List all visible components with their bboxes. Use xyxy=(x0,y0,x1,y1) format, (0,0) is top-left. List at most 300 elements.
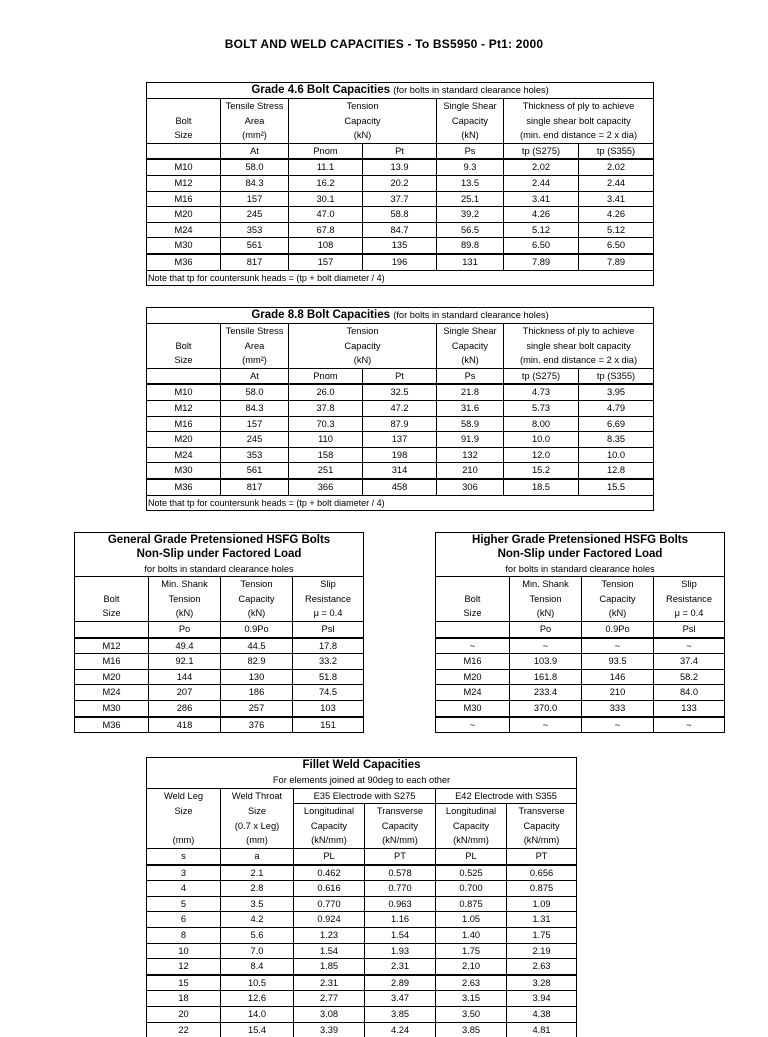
value-cell: 130 xyxy=(221,669,293,685)
value-cell: 2.02 xyxy=(579,159,654,175)
value-cell: 21.8 xyxy=(437,384,504,400)
row-label-cell: M30 xyxy=(436,700,510,716)
value-cell: 58.9 xyxy=(437,416,504,432)
value-cell: 93.5 xyxy=(582,654,654,670)
value-cell: 3.50 xyxy=(436,1006,507,1022)
value-cell: 15.4 xyxy=(221,1022,294,1037)
symbol-cell: Psl xyxy=(654,621,725,637)
value-cell: 3.08 xyxy=(294,1006,365,1022)
value-cell: 3.94 xyxy=(507,991,577,1007)
header-cell: Tensile Stress xyxy=(221,99,289,114)
table-row xyxy=(147,943,577,959)
value-cell: 0.700 xyxy=(436,881,507,897)
value-cell: 2.31 xyxy=(365,959,436,975)
value-cell: 257 xyxy=(221,700,293,716)
header-cell: Capacity xyxy=(289,114,437,129)
grade46-note: Note that tp for countersunk heads = (tp + bolt diameter / 4) xyxy=(147,270,654,286)
header-cell: Capacity xyxy=(582,592,654,607)
hsfg-general-title2: Non-Slip under Factored Load xyxy=(75,547,364,562)
value-cell: 58.8 xyxy=(363,207,437,223)
value-cell: 2.89 xyxy=(365,975,436,991)
table-row xyxy=(147,975,577,991)
header-cell: Size xyxy=(147,128,221,143)
row-label-cell: M36 xyxy=(147,254,221,270)
header-cell: Thickness of ply to achieve xyxy=(504,324,654,339)
row-label-cell: M10 xyxy=(147,159,221,175)
table-row xyxy=(436,638,725,654)
header-cell: Min. Shank xyxy=(149,577,221,592)
value-cell: 458 xyxy=(363,479,437,495)
symbol-cell: a xyxy=(221,848,294,864)
table-row xyxy=(147,175,654,191)
hsfg-general-title1: General Grade Pretensioned HSFG Bolts xyxy=(75,533,364,548)
value-cell: 2.1 xyxy=(221,865,294,881)
value-cell: 103 xyxy=(293,700,364,716)
grade88-table xyxy=(146,307,654,511)
value-cell: 26.0 xyxy=(289,384,363,400)
header-cell: Tension xyxy=(289,324,437,339)
value-cell: 12.8 xyxy=(579,463,654,479)
symbol-cell: tp (S355) xyxy=(579,368,654,384)
symbol-cell: 0.9Po xyxy=(582,621,654,637)
value-cell: 108 xyxy=(289,238,363,254)
value-cell: 1.31 xyxy=(507,912,577,928)
value-cell: 1.09 xyxy=(507,896,577,912)
row-label-cell: M16 xyxy=(147,416,221,432)
table-row xyxy=(75,685,364,701)
value-cell: 131 xyxy=(437,254,504,270)
header-cell: (kN) xyxy=(149,606,221,621)
hsfg-higher-title2: Non-Slip under Factored Load xyxy=(436,547,725,562)
table-row xyxy=(436,654,725,670)
value-cell: 84.3 xyxy=(221,175,289,191)
table-row xyxy=(147,207,654,223)
value-cell: 3.47 xyxy=(365,991,436,1007)
table-row xyxy=(147,881,577,897)
hsfg-higher-subtitle: for bolts in standard clearance holes xyxy=(436,562,725,577)
value-cell: 210 xyxy=(582,685,654,701)
value-cell: 58.0 xyxy=(221,384,289,400)
value-cell: 10.5 xyxy=(221,975,294,991)
value-cell: 2.10 xyxy=(436,959,507,975)
value-cell: 74.5 xyxy=(293,685,364,701)
header-cell: Capacity xyxy=(365,819,436,834)
value-cell: 84.0 xyxy=(654,685,725,701)
value-cell: 0.875 xyxy=(436,896,507,912)
value-cell: 157 xyxy=(221,191,289,207)
value-cell: 58.2 xyxy=(654,669,725,685)
table-row xyxy=(436,685,725,701)
symbol-cell: At xyxy=(221,368,289,384)
table-row xyxy=(147,1006,577,1022)
value-cell: 1.23 xyxy=(294,927,365,943)
hsfg-higher-table xyxy=(435,532,725,733)
header-cell: (kN/mm) xyxy=(436,833,507,848)
table-row xyxy=(147,991,577,1007)
row-label-cell: M20 xyxy=(147,207,221,223)
table-row xyxy=(147,1022,577,1037)
symbol-cell: Pnom xyxy=(289,368,363,384)
value-cell: 3.15 xyxy=(436,991,507,1007)
header-cell: Single Shear xyxy=(437,324,504,339)
row-label-cell: 18 xyxy=(147,991,221,1007)
value-cell: 47.2 xyxy=(363,400,437,416)
value-cell: 286 xyxy=(149,700,221,716)
table-row xyxy=(147,479,654,495)
value-cell: ~ xyxy=(582,638,654,654)
value-cell: 561 xyxy=(221,238,289,254)
value-cell: 103.9 xyxy=(510,654,582,670)
symbol-cell: 0.9Po xyxy=(221,621,293,637)
value-cell: 4.73 xyxy=(504,384,579,400)
value-cell: 245 xyxy=(221,432,289,448)
symbol-cell: Po xyxy=(149,621,221,637)
table-row xyxy=(147,463,654,479)
header-cell: Capacity xyxy=(294,819,365,834)
value-cell: 3.41 xyxy=(504,191,579,207)
value-cell: 15.2 xyxy=(504,463,579,479)
value-cell: 44.5 xyxy=(221,638,293,654)
header-cell: Capacity xyxy=(436,819,507,834)
value-cell: 2.19 xyxy=(507,943,577,959)
row-label-cell: M24 xyxy=(436,685,510,701)
value-cell: 2.63 xyxy=(507,959,577,975)
value-cell: 8.4 xyxy=(221,959,294,975)
row-label-cell: 12 xyxy=(147,959,221,975)
symbol-cell: Psl xyxy=(293,621,364,637)
table-row xyxy=(147,927,577,943)
header-cell: Capacity xyxy=(289,339,437,354)
row-label-cell: 15 xyxy=(147,975,221,991)
value-cell: 5.73 xyxy=(504,400,579,416)
value-cell: 137 xyxy=(363,432,437,448)
value-cell: 12.6 xyxy=(221,991,294,1007)
value-cell: 144 xyxy=(149,669,221,685)
table-row xyxy=(75,669,364,685)
value-cell: 146 xyxy=(582,669,654,685)
symbol-cell: Pt xyxy=(363,143,437,159)
table-row xyxy=(436,669,725,685)
table-row xyxy=(147,447,654,463)
header-cell: E35 Electrode with S275 xyxy=(294,788,436,804)
header-cell: Capacity xyxy=(437,114,504,129)
header-cell: Capacity xyxy=(507,819,577,834)
table-row xyxy=(147,238,654,254)
header-cell: Bolt xyxy=(147,339,221,354)
symbol-cell: Ps xyxy=(437,368,504,384)
value-cell: 32.5 xyxy=(363,384,437,400)
row-label-cell: M30 xyxy=(147,463,221,479)
header-cell: Size xyxy=(75,606,149,621)
value-cell: 18.5 xyxy=(504,479,579,495)
value-cell: 11.1 xyxy=(289,159,363,175)
value-cell: 0.770 xyxy=(365,881,436,897)
hsfg-general-table xyxy=(74,532,364,733)
header-cell: Min. Shank xyxy=(510,577,582,592)
value-cell: 20.2 xyxy=(363,175,437,191)
symbol-cell: At xyxy=(221,143,289,159)
value-cell: 3.39 xyxy=(294,1022,365,1037)
value-cell: 89.8 xyxy=(437,238,504,254)
value-cell: 13.5 xyxy=(437,175,504,191)
header-cell: Resistance xyxy=(654,592,725,607)
table-row xyxy=(436,700,725,716)
value-cell: 1.05 xyxy=(436,912,507,928)
value-cell: 82.9 xyxy=(221,654,293,670)
row-label-cell: M20 xyxy=(75,669,149,685)
value-cell: 0.616 xyxy=(294,881,365,897)
fillet-title: Fillet Weld Capacities xyxy=(147,758,577,774)
header-cell: Thickness of ply to achieve xyxy=(504,99,654,114)
header-cell: Longitudinal xyxy=(294,804,365,819)
header-cell: Weld Throat xyxy=(221,788,294,804)
row-label-cell: 20 xyxy=(147,1006,221,1022)
header-cell: Size xyxy=(436,606,510,621)
header-cell: (kN) xyxy=(437,353,504,368)
value-cell: 207 xyxy=(149,685,221,701)
header-cell: Weld Leg xyxy=(147,788,221,804)
row-label-cell: 10 xyxy=(147,943,221,959)
table-row xyxy=(147,159,654,175)
row-label-cell: M24 xyxy=(75,685,149,701)
row-label-cell: M10 xyxy=(147,384,221,400)
value-cell: 1.93 xyxy=(365,943,436,959)
header-cell: Size xyxy=(147,353,221,368)
value-cell: 84.7 xyxy=(363,222,437,238)
value-cell: ~ xyxy=(582,717,654,733)
value-cell: 1.40 xyxy=(436,927,507,943)
value-cell: 4.24 xyxy=(365,1022,436,1037)
value-cell: 87.9 xyxy=(363,416,437,432)
header-cell: Slip xyxy=(293,577,364,592)
value-cell: 37.8 xyxy=(289,400,363,416)
value-cell: 2.31 xyxy=(294,975,365,991)
table-row xyxy=(147,416,654,432)
value-cell: 37.4 xyxy=(654,654,725,670)
value-cell: 30.1 xyxy=(289,191,363,207)
symbol-cell: tp (S275) xyxy=(504,368,579,384)
value-cell: 4.26 xyxy=(579,207,654,223)
header-cell: μ = 0.4 xyxy=(654,606,725,621)
value-cell: 376 xyxy=(221,717,293,733)
value-cell: 4.79 xyxy=(579,400,654,416)
value-cell: 67.8 xyxy=(289,222,363,238)
fillet-subtitle: For elements joined at 90deg to each other xyxy=(147,773,577,788)
value-cell: 1.75 xyxy=(436,943,507,959)
table-row xyxy=(75,700,364,716)
row-label-cell: M12 xyxy=(75,638,149,654)
value-cell: 0.963 xyxy=(365,896,436,912)
value-cell: 251 xyxy=(289,463,363,479)
value-cell: 157 xyxy=(221,416,289,432)
header-cell: E42 Electrode with S355 xyxy=(436,788,577,804)
table-row xyxy=(147,384,654,400)
row-label-cell: M36 xyxy=(75,717,149,733)
symbol-cell: PL xyxy=(294,848,365,864)
header-cell: (kN/mm) xyxy=(365,833,436,848)
value-cell: 817 xyxy=(221,254,289,270)
value-cell: 2.8 xyxy=(221,881,294,897)
value-cell: 2.02 xyxy=(504,159,579,175)
row-label-cell: 6 xyxy=(147,912,221,928)
value-cell: 110 xyxy=(289,432,363,448)
row-label-cell: 5 xyxy=(147,896,221,912)
value-cell: 161.8 xyxy=(510,669,582,685)
value-cell: 10.0 xyxy=(504,432,579,448)
value-cell: 31.6 xyxy=(437,400,504,416)
value-cell: 4.26 xyxy=(504,207,579,223)
value-cell: 1.16 xyxy=(365,912,436,928)
row-label-cell: M20 xyxy=(436,669,510,685)
value-cell: 6.50 xyxy=(579,238,654,254)
header-cell: Size xyxy=(221,804,294,819)
value-cell: 0.578 xyxy=(365,865,436,881)
value-cell: 1.75 xyxy=(507,927,577,943)
value-cell: 25.1 xyxy=(437,191,504,207)
row-label-cell: 22 xyxy=(147,1022,221,1037)
value-cell: 370.0 xyxy=(510,700,582,716)
symbol-cell: Pnom xyxy=(289,143,363,159)
value-cell: 353 xyxy=(221,447,289,463)
symbol-cell: tp (S275) xyxy=(504,143,579,159)
value-cell: 233.4 xyxy=(510,685,582,701)
symbol-cell: s xyxy=(147,848,221,864)
row-label-cell: M16 xyxy=(75,654,149,670)
value-cell: 0.656 xyxy=(507,865,577,881)
header-cell: Capacity xyxy=(221,592,293,607)
value-cell: 158 xyxy=(289,447,363,463)
fillet-weld-table xyxy=(146,757,577,1037)
symbol-cell: PL xyxy=(436,848,507,864)
value-cell: ~ xyxy=(510,638,582,654)
row-label-cell: M30 xyxy=(75,700,149,716)
value-cell: 4.81 xyxy=(507,1022,577,1037)
value-cell: 8.35 xyxy=(579,432,654,448)
table-row xyxy=(147,865,577,881)
table-row xyxy=(75,638,364,654)
header-cell: (mm) xyxy=(147,833,221,848)
value-cell: 418 xyxy=(149,717,221,733)
value-cell: 58.0 xyxy=(221,159,289,175)
header-cell: Tension xyxy=(149,592,221,607)
value-cell: 4.2 xyxy=(221,912,294,928)
value-cell: 7.0 xyxy=(221,943,294,959)
header-cell: (kN) xyxy=(221,606,293,621)
table-row xyxy=(147,222,654,238)
value-cell: 0.525 xyxy=(436,865,507,881)
value-cell: 13.9 xyxy=(363,159,437,175)
value-cell: 151 xyxy=(293,717,364,733)
value-cell: 33.2 xyxy=(293,654,364,670)
value-cell: 6.69 xyxy=(579,416,654,432)
header-cell: (kN) xyxy=(289,353,437,368)
row-label-cell: M12 xyxy=(147,400,221,416)
value-cell: 47.0 xyxy=(289,207,363,223)
value-cell: 56.5 xyxy=(437,222,504,238)
header-cell: Area xyxy=(221,114,289,129)
row-label-cell: M12 xyxy=(147,175,221,191)
row-label-cell: M36 xyxy=(147,479,221,495)
value-cell: 14.0 xyxy=(221,1006,294,1022)
header-cell: Tensile Stress xyxy=(221,324,289,339)
grade88-title: Grade 8.8 Bolt Capacities (for bolts in standard clearance holes) xyxy=(147,308,654,324)
table-row xyxy=(147,959,577,975)
header-cell: Bolt xyxy=(436,592,510,607)
value-cell: 3.5 xyxy=(221,896,294,912)
row-label-cell: M16 xyxy=(147,191,221,207)
symbol-cell: tp (S355) xyxy=(579,143,654,159)
grade46-title: Grade 4.6 Bolt Capacities (for bolts in standard clearance holes) xyxy=(147,83,654,99)
value-cell: 3.41 xyxy=(579,191,654,207)
value-cell: 0.875 xyxy=(507,881,577,897)
value-cell: 5.6 xyxy=(221,927,294,943)
symbol-cell: Pt xyxy=(363,368,437,384)
hsfg-higher-title1: Higher Grade Pretensioned HSFG Bolts xyxy=(436,533,725,548)
header-cell: Resistance xyxy=(293,592,364,607)
symbol-cell: Po xyxy=(510,621,582,637)
header-cell: (mm) xyxy=(221,833,294,848)
value-cell: 84.3 xyxy=(221,400,289,416)
value-cell: 15.5 xyxy=(579,479,654,495)
value-cell: 10.0 xyxy=(579,447,654,463)
header-cell: Tension xyxy=(582,577,654,592)
value-cell: 186 xyxy=(221,685,293,701)
table-row xyxy=(147,400,654,416)
value-cell: 196 xyxy=(363,254,437,270)
table-row xyxy=(147,191,654,207)
header-cell: Transverse xyxy=(365,804,436,819)
header-cell: (kN/mm) xyxy=(294,833,365,848)
value-cell: 2.44 xyxy=(579,175,654,191)
header-cell: Single Shear xyxy=(437,99,504,114)
table-row xyxy=(147,896,577,912)
value-cell: 7.89 xyxy=(579,254,654,270)
table-row xyxy=(147,254,654,270)
value-cell: 366 xyxy=(289,479,363,495)
value-cell: 333 xyxy=(582,700,654,716)
header-cell: Bolt xyxy=(75,592,149,607)
value-cell: 6.50 xyxy=(504,238,579,254)
grade46-table xyxy=(146,82,654,286)
value-cell: 0.770 xyxy=(294,896,365,912)
row-label-cell: ~ xyxy=(436,717,510,733)
row-label-cell: 4 xyxy=(147,881,221,897)
hsfg-general-subtitle: for bolts in standard clearance holes xyxy=(75,562,364,577)
value-cell: 3.85 xyxy=(365,1006,436,1022)
value-cell: 91.9 xyxy=(437,432,504,448)
value-cell: 817 xyxy=(221,479,289,495)
header-cell: (mm²) xyxy=(221,128,289,143)
value-cell: 1.54 xyxy=(294,943,365,959)
header-cell: (0.7 x Leg) xyxy=(221,819,294,834)
symbol-cell: PT xyxy=(507,848,577,864)
header-cell: (kN) xyxy=(510,606,582,621)
value-cell: 4.38 xyxy=(507,1006,577,1022)
header-cell: (kN/mm) xyxy=(507,833,577,848)
table-row xyxy=(75,654,364,670)
header-cell: Slip xyxy=(654,577,725,592)
value-cell: 561 xyxy=(221,463,289,479)
page-title: BOLT AND WELD CAPACITIES - To BS5950 - Pt1: 2000 xyxy=(224,37,544,51)
header-cell: Area xyxy=(221,339,289,354)
row-label-cell: ~ xyxy=(436,638,510,654)
header-cell: (mm²) xyxy=(221,353,289,368)
value-cell: 132 xyxy=(437,447,504,463)
header-cell: (min. end distance = 2 x dia) xyxy=(504,128,654,143)
value-cell: 314 xyxy=(363,463,437,479)
value-cell: 210 xyxy=(437,463,504,479)
header-cell: Longitudinal xyxy=(436,804,507,819)
